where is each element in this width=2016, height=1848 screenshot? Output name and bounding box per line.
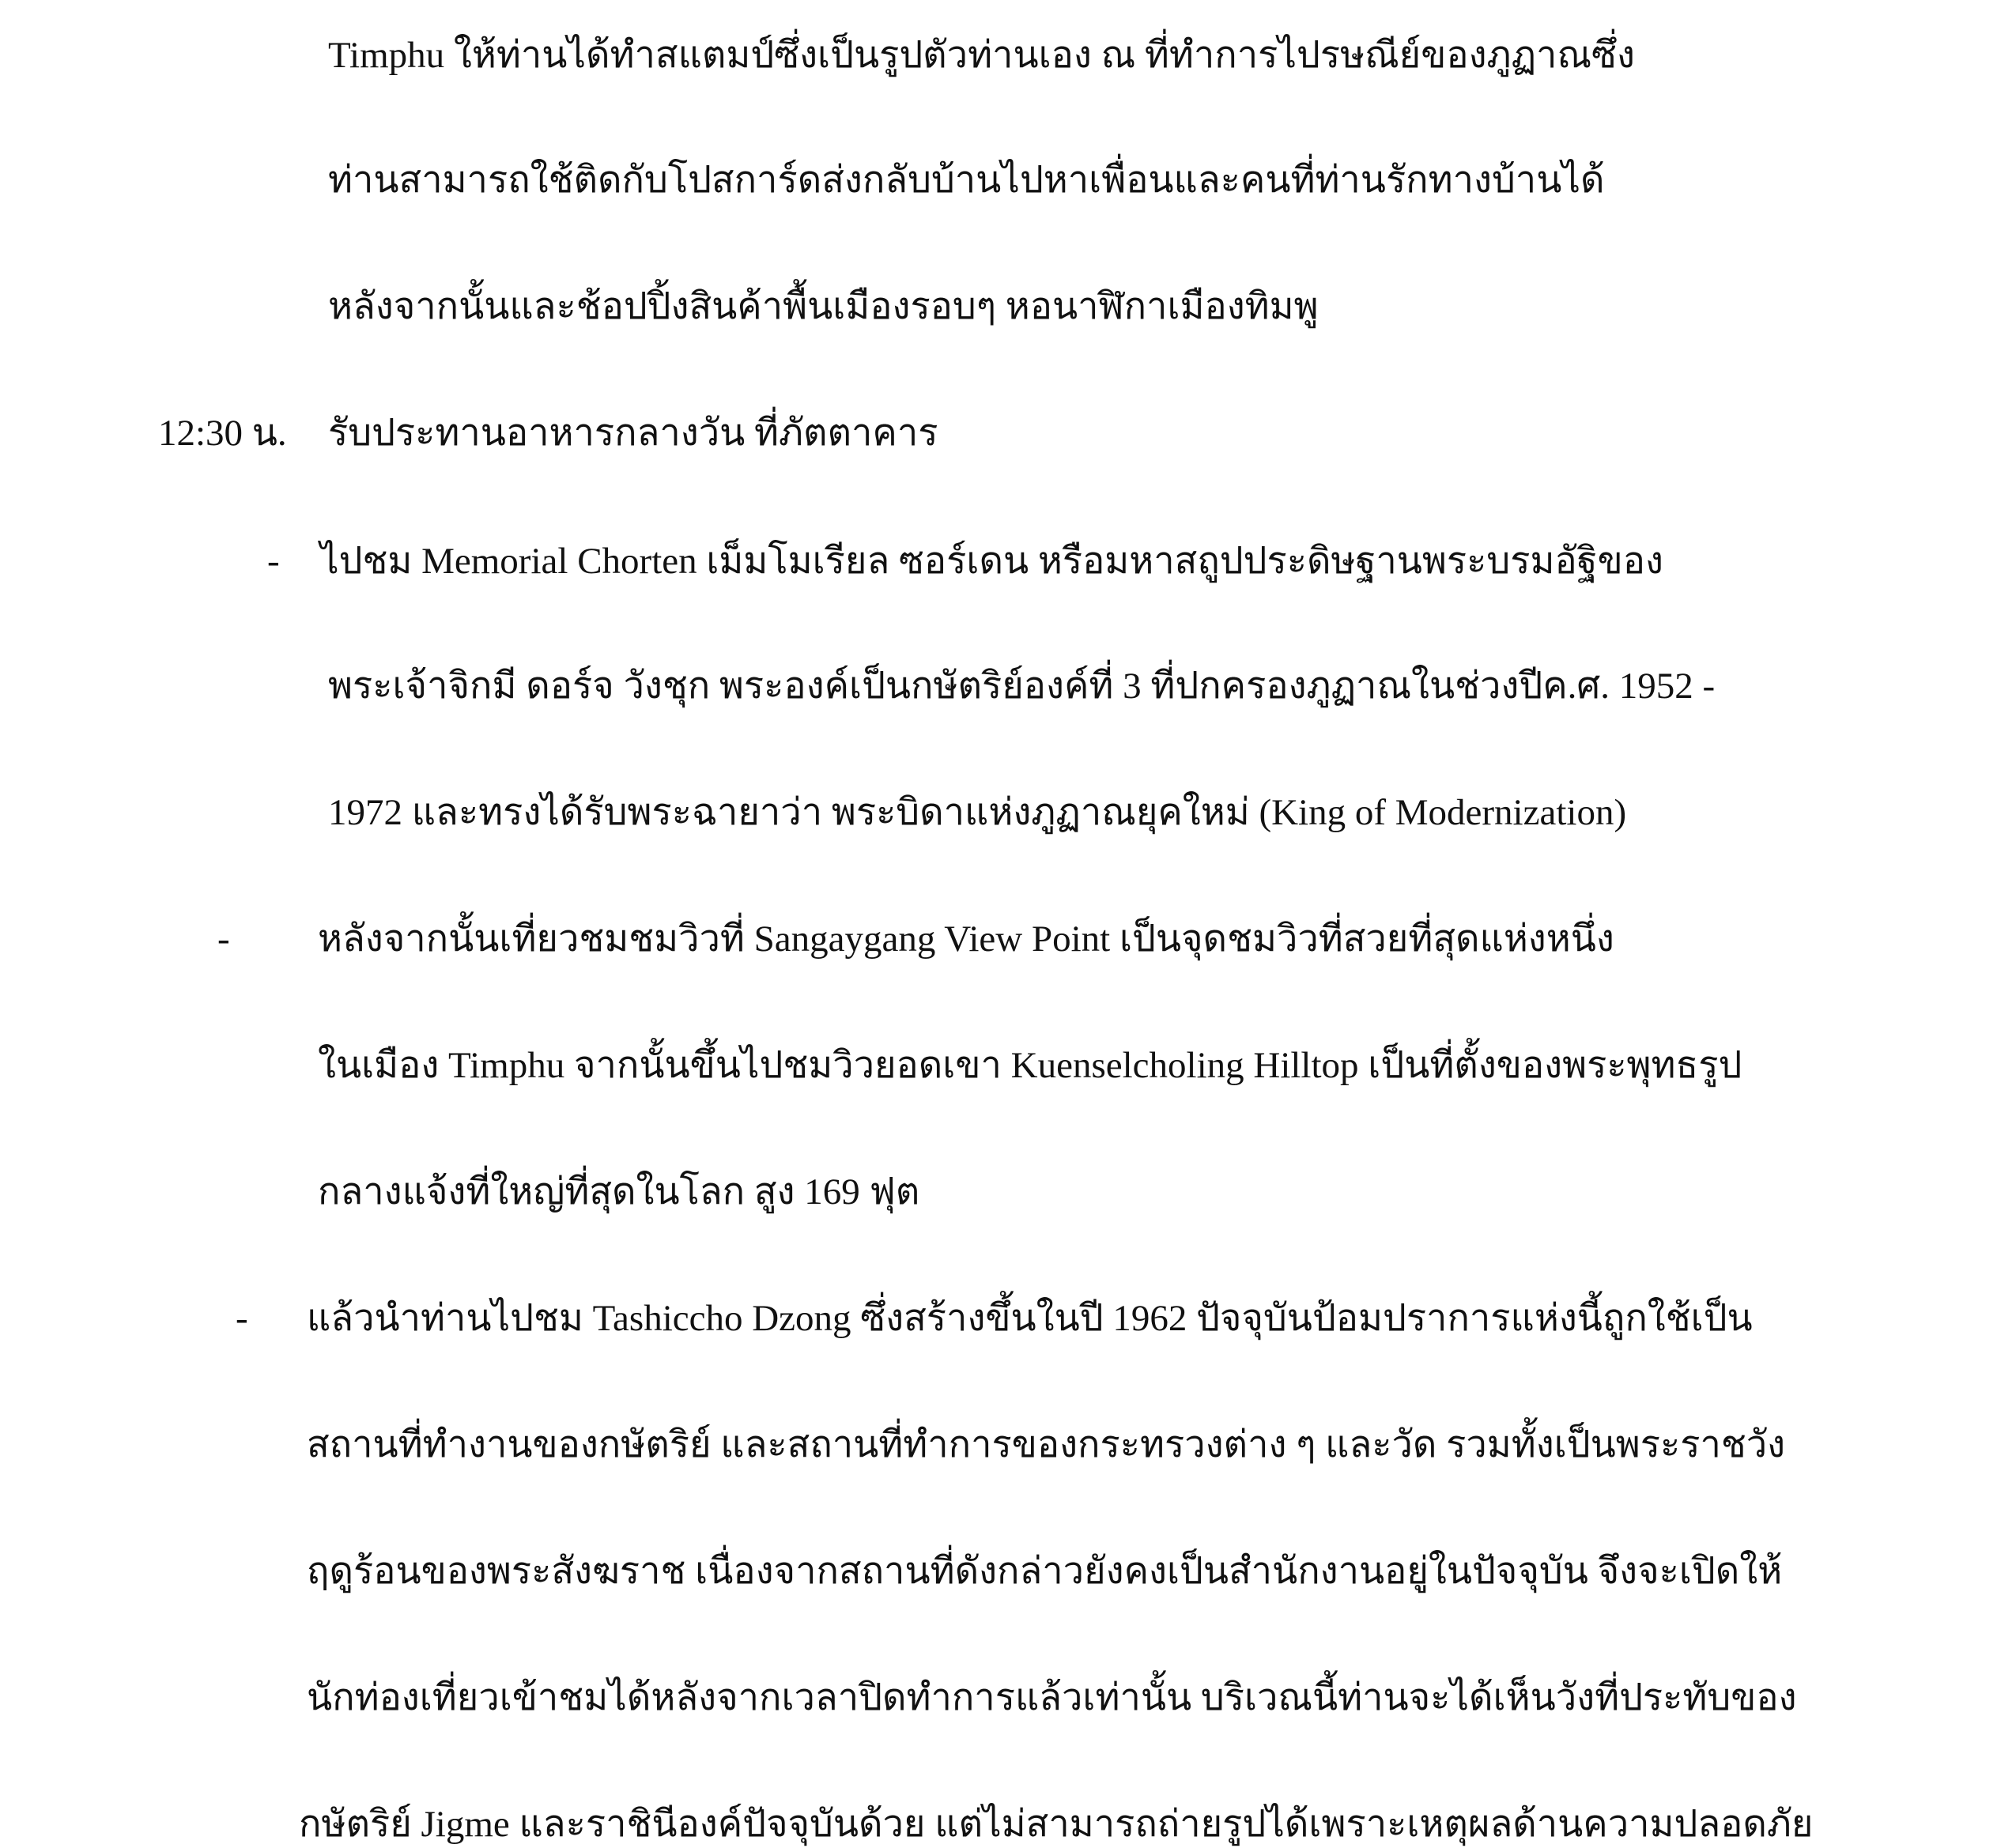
schedule-text: รับประทานอาหารกลางวัน ที่ภัตตาคาร (328, 413, 938, 454)
schedule-time: 12:30 น. (158, 413, 287, 454)
bullet-line: ไปชม Memorial Chorten เม็มโมเรียล ซอร์เดน หรือมหาสถูปประดิษฐานพระบรมอัฐิของ (320, 541, 1663, 582)
paragraph-line: หลังจากนั้นและช้อปปิ้งสินค้าพื้นเมืองรอบๆ หอนาฬิกาเมืองทิมพู (328, 286, 1319, 327)
bullet-line: ฤดูร้อนของพระสังฆราช เนื่องจากสถานที่ดังกล่าวยังคงเป็นสำนักงานอยู่ในปัจจุบัน จึงจะเปิดให้ (307, 1551, 1783, 1592)
paragraph-line: ท่านสามารถใช้ติดกับโปสการ์ดส่งกลับบ้านไปหาเพื่อนและคนที่ท่านรักทางบ้านได้ (328, 160, 1605, 201)
paragraph-line: Timphu ให้ท่านได้ทำสแตมป์ซึ่งเป็นรูปตัวท่านเอง ณ ที่ทำการไปรษณีย์ของภูฏาณซึ่ง (328, 35, 1635, 76)
bullet-line: หลังจากนั้นเที่ยวชมชมวิวที่ Sangaygang View Point เป็นจุดชมวิวที่สวยที่สุดแห่งหนึ่ง (318, 918, 1614, 960)
bullet-dash: - (236, 1298, 248, 1339)
bullet-dash: - (267, 541, 280, 582)
bullet-line: พระเจ้าจิกมี ดอร์จ วังชุก พระองค์เป็นกษัตริย์องค์ที่ 3 ที่ปกครองภูฏาณในช่วงปีค.ศ. 1952 - (328, 666, 1716, 707)
bullet-line: นักท่องเที่ยวเข้าชมได้หลังจากเวลาปิดทำการแล้วเท่านั้น บริเวณนี้ท่านจะได้เห็นวังที่ประทับของ (307, 1677, 1797, 1718)
bullet-line: กลางแจ้งที่ใหญ่ที่สุดในโลก สูง 169 ฟุต (318, 1171, 920, 1213)
bullet-line: 1972 และทรงได้รับพระฉายาว่า พระบิดาแห่งภูฏาณยุคใหม่ (King of Modernization) (328, 792, 1627, 833)
bullet-line: กษัตริย์ Jigme และราชินีองค์ปัจจุบันด้วย แต่ไม่สามารถถ่ายรูปได้เพราะเหตุผลด้านความปลอดภัย (299, 1804, 1814, 1845)
bullet-line: ในเมือง Timphu จากนั้นขึ้นไปชมวิวยอดเขา Kuenselcholing Hilltop เป็นที่ตั้งของพระพุทธรูป (318, 1045, 1742, 1086)
bullet-dash: - (217, 918, 230, 960)
bullet-line: สถานที่ทำงานของกษัตริย์ และสถานที่ทำการของกระทรวงต่าง ๆ และวัด รวมทั้งเป็นพระราชวัง (307, 1424, 1786, 1465)
bullet-line: แล้วนำท่านไปชม Tashiccho Dzong ซึ่งสร้างขึ้นในปี 1962 ปัจจุบันป้อมปราการแห่งนี้ถูกใช้เป็น (307, 1298, 1753, 1339)
